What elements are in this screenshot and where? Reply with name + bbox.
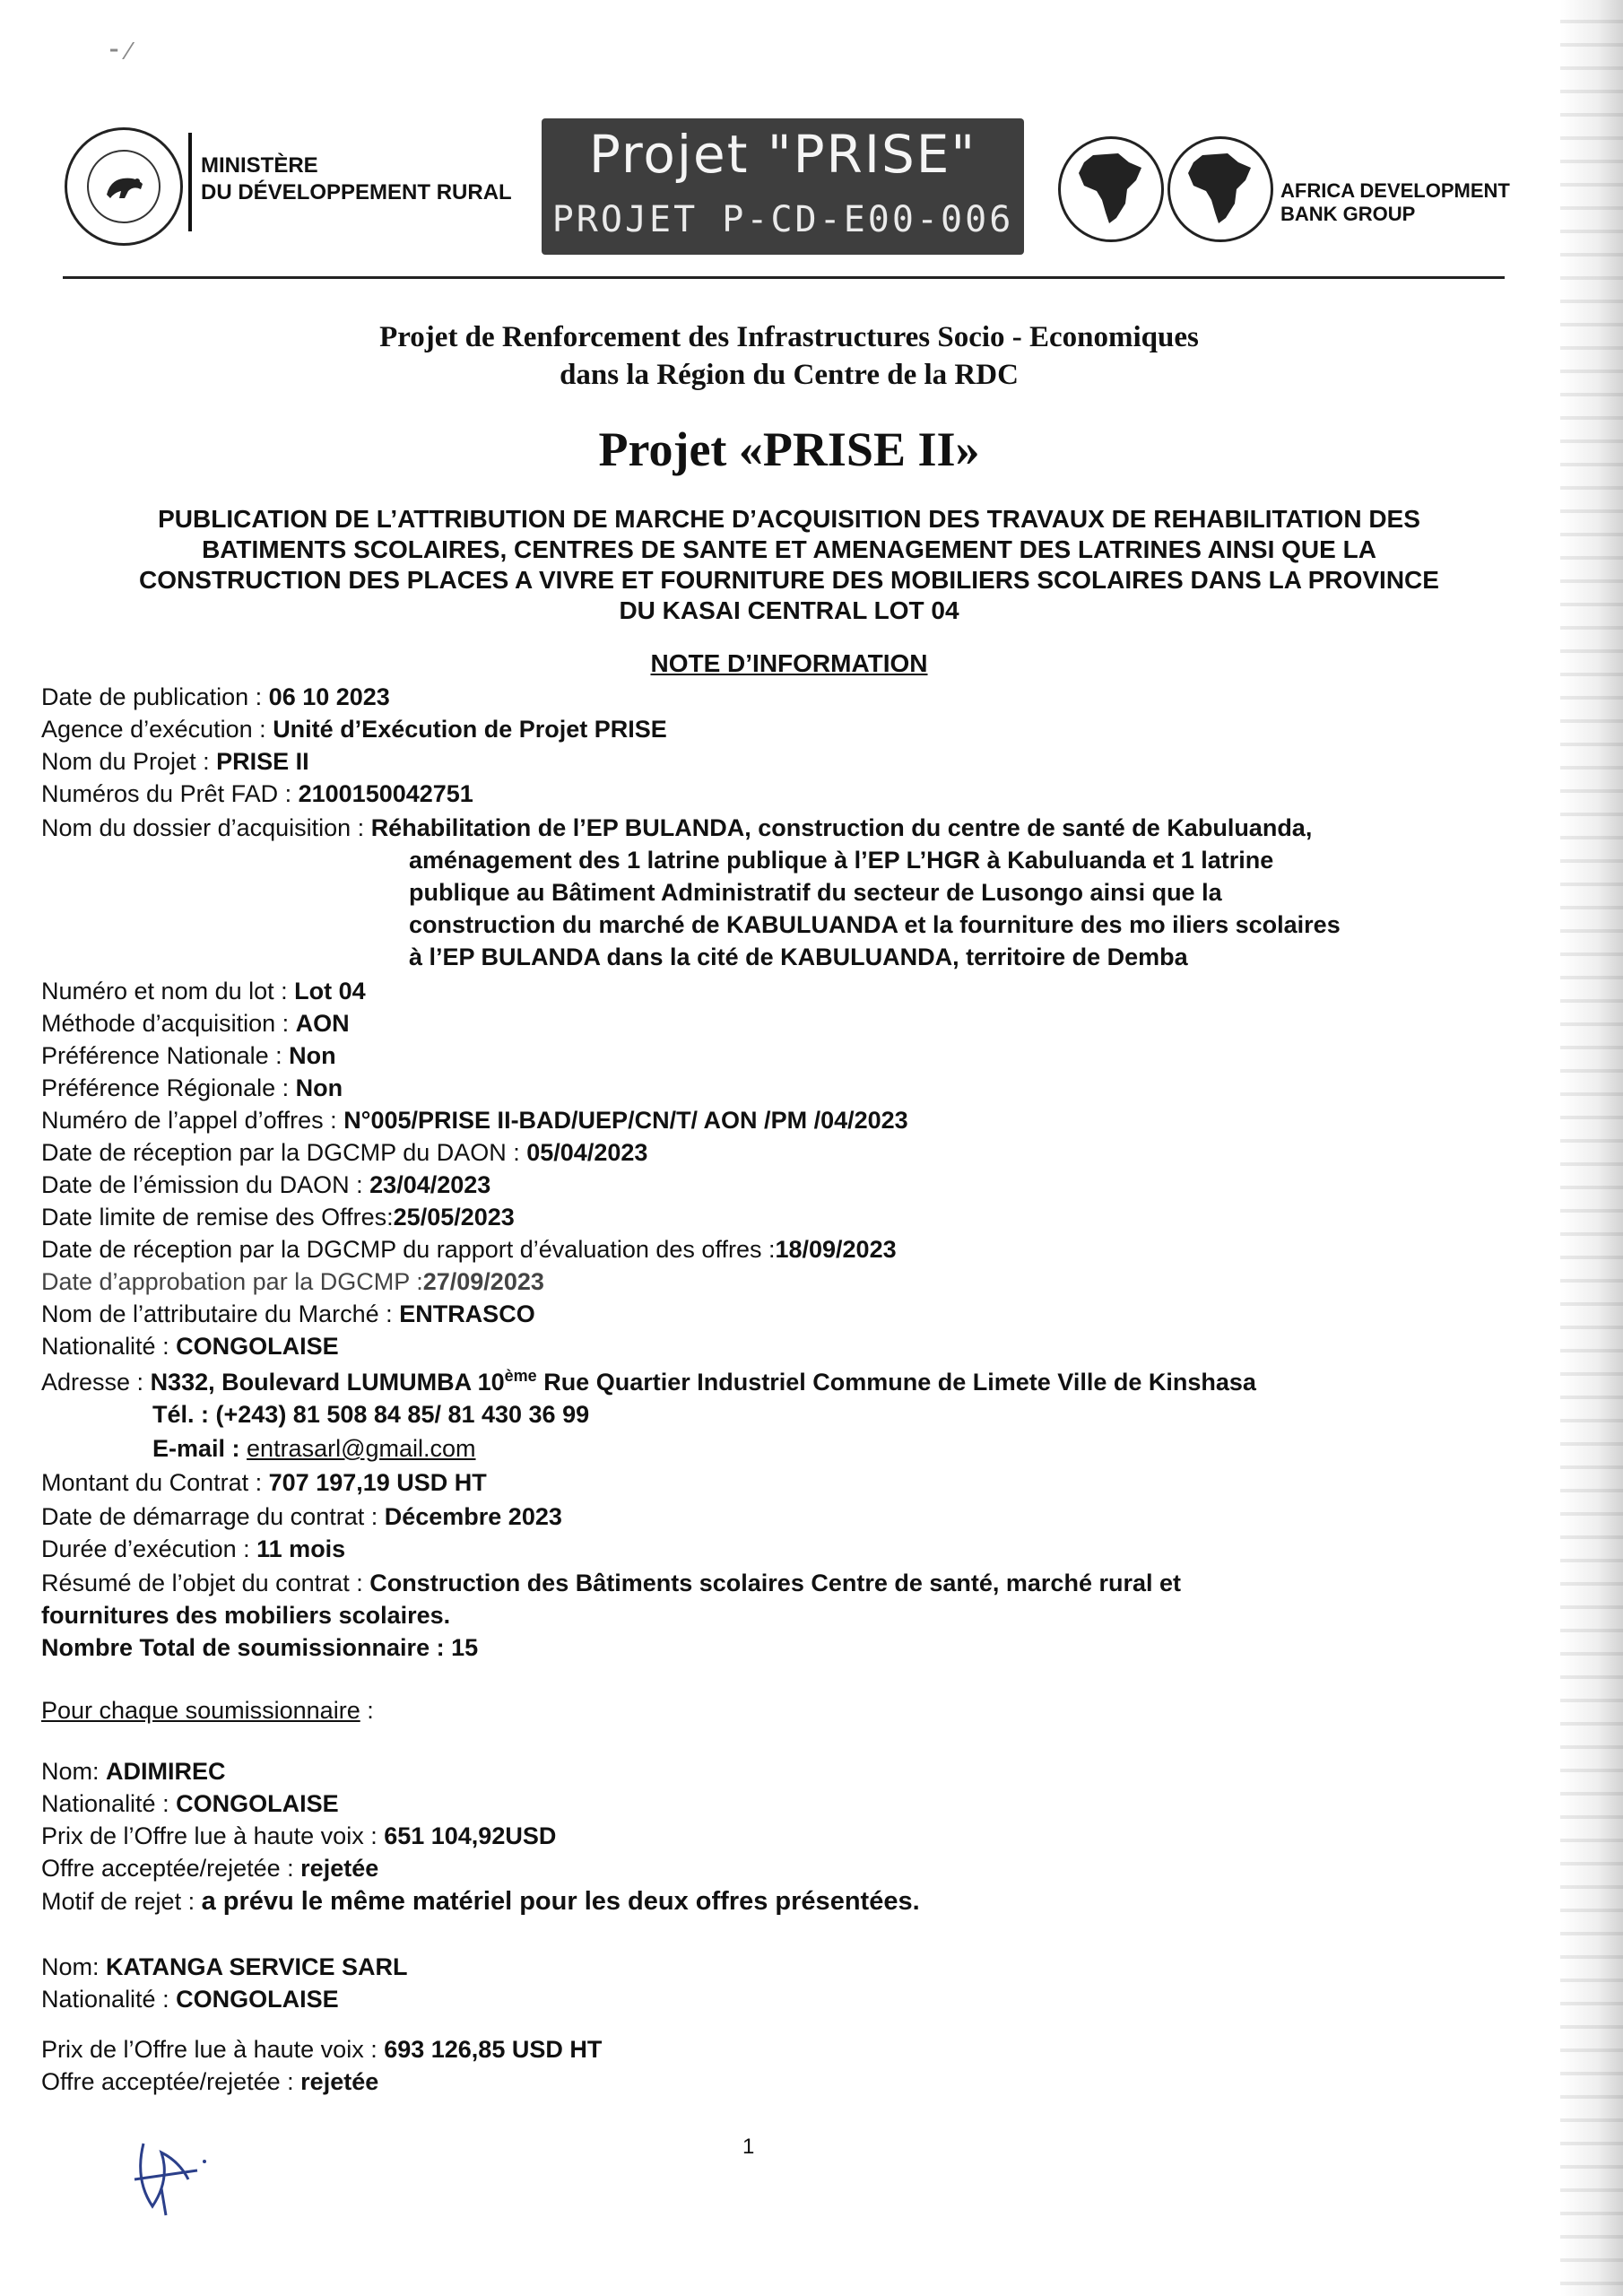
afdb-logo-french (1058, 136, 1164, 242)
header-rule (63, 276, 1505, 279)
field-reception-rapport (41, 1236, 897, 1264)
field-approbation (41, 1268, 544, 1296)
dossier-line: aménagement des 1 latrine publique à l’EP L’HGR à Kabuluanda et 1 latrine (409, 847, 1274, 874)
field-value: N°005/PRISE II-BAD/UEP/CN/T/ AON /PM /04/2023 (343, 1107, 908, 1134)
field-label: Prix de l’Offre lue à haute voix : (41, 2036, 385, 2063)
field-label: Date de réception par la DGCMP du rapport d’évaluation des offres : (41, 1236, 776, 1263)
field-demarrage (41, 1503, 562, 1531)
field-value: 25/05/2023 (393, 1204, 515, 1231)
publication-title (36, 504, 1542, 626)
signature-initials (117, 2126, 215, 2224)
field-label: Date de publication : (41, 683, 269, 710)
publication-line: CONSTRUCTION DES PLACES A VIVRE ET FOURNITURE DES MOBILIERS SCOLAIRES DANS LA PROVINCE (139, 566, 1439, 594)
email-label: E-mail : (152, 1435, 247, 1462)
superscript: ème (504, 1367, 537, 1385)
project-badge-code: PROJET P-CD-E00-006 (551, 199, 1014, 240)
field-label: Résumé de l’objet du contrat : (41, 1570, 370, 1596)
field-attributaire (41, 1300, 535, 1328)
field-label: Prix de l’Offre lue à haute voix : (41, 1822, 385, 1849)
publication-line: DU KASAI CENTRAL LOT 04 (619, 596, 959, 624)
field-date-publication (41, 683, 390, 711)
field-value: Non (295, 1074, 343, 1101)
field-label: Méthode d’acquisition : (41, 1010, 296, 1037)
leopard-icon (101, 168, 148, 205)
bidder-1-name (41, 1758, 226, 1786)
africa-map-icon (1183, 150, 1258, 229)
page-number: 1 (742, 2135, 755, 2159)
afdb-line1: AFRICA DEVELOPMENT (1280, 179, 1510, 202)
field-value: Réhabilitation de l’EP BULANDA, construction du centre de santé de Kabuluanda, (370, 814, 1313, 841)
ministry-line1: MINISTÈRE (201, 153, 318, 178)
field-value: Décembre 2023 (384, 1503, 562, 1530)
bidder-2-price (41, 2036, 602, 2064)
field-value: CONGOLAISE (176, 1986, 339, 2013)
field-nationalite (41, 1333, 339, 1361)
bidder-2-name (41, 1953, 408, 1981)
field-reception-daon (41, 1139, 647, 1167)
publication-line: BATIMENTS SCOLAIRES, CENTRES DE SANTE ET AMENAGEMENT DES LATRINES AINSI QUE LA (202, 535, 1376, 563)
field-value: Unité d’Exécution de Projet PRISE (273, 716, 667, 743)
field-emission-daon (41, 1171, 490, 1199)
field-pref-nationale (41, 1042, 336, 1070)
dossier-line: à l’EP BULANDA dans la cité de KABULUANDA, territoire de Demba (409, 944, 1188, 970)
field-nom-projet (41, 748, 309, 776)
field-label: Nom: (41, 1758, 107, 1785)
main-title: Projet «PRISE II» (598, 422, 980, 476)
field-label: Date d’approbation par la DGCMP : (41, 1268, 423, 1295)
seal-inner-ring (87, 150, 161, 223)
field-value: a prévu le même matériel pour les deux offres présentées. (201, 1887, 920, 1916)
field-value: PRISE II (216, 748, 309, 775)
field-label: Date de démarrage du contrat : (41, 1503, 385, 1530)
resume-line2: fournitures des mobiliers scolaires. (41, 1602, 451, 1629)
dossier-line: publique au Bâtiment Administratif du secteur de Lusongo ainsi que la (409, 879, 1222, 906)
field-label: Préférence Régionale : (41, 1074, 296, 1101)
field-label: Date limite de remise des Offres: (41, 1204, 394, 1231)
africa-map-icon (1073, 150, 1149, 229)
field-value: 2100150042751 (298, 780, 473, 807)
total-soumissionnaires: Nombre Total de soumissionnaire : 15 (41, 1634, 479, 1661)
email-link[interactable]: entrasarl@gmail.com (247, 1435, 476, 1462)
publication-line: PUBLICATION DE L’ATTRIBUTION DE MARCHE D’ACQUISITION DES TRAVAUX DE REHABILITATION DES (158, 505, 1420, 533)
subtitle-line1: Projet de Renforcement des Infrastructures Socio - Economiques (379, 321, 1199, 353)
field-value: Lot 04 (294, 978, 366, 1004)
field-methode (41, 1010, 350, 1038)
field-label: Nationalité : (41, 1790, 177, 1817)
subtitle-line2: dans la Région du Centre de la RDC (560, 359, 1019, 391)
field-label: Durée d’exécution : (41, 1535, 257, 1562)
bidder-1-reason (41, 1887, 920, 1917)
field-label: Nationalité : (41, 1986, 177, 2013)
field-label: Date de l’émission du DAON : (41, 1171, 370, 1198)
bidders-heading (41, 1697, 374, 1725)
field-label: Préférence Nationale : (41, 1042, 290, 1069)
field-label: Offre acceptée/rejetée : (41, 1855, 301, 1882)
field-label: Nom: (41, 1953, 107, 1980)
field-label: Agence d’exécution : (41, 716, 273, 743)
field-label: Date de réception par la DGCMP du DAON : (41, 1139, 527, 1166)
field-label: Nom de l’attributaire du Marché : (41, 1300, 400, 1327)
field-value: 693 126,85 USD HT (384, 2036, 603, 2063)
bidders-heading-colon: : (360, 1697, 374, 1724)
field-label: Offre acceptée/rejetée : (41, 2068, 301, 2095)
afdb-line2: BANK GROUP (1280, 203, 1416, 225)
field-agence (41, 716, 667, 744)
afdb-logo-english (1167, 136, 1273, 242)
field-label: Montant du Contrat : (41, 1469, 269, 1496)
field-value: Construction des Bâtiments scolaires Centre de santé, marché rural et (369, 1570, 1181, 1596)
note-heading: NOTE D’INFORMATION (650, 649, 928, 677)
field-value: rejetée (300, 2068, 379, 2095)
project-badge-title: Projet "PRISE" (588, 124, 977, 185)
field-label: Numéro et nom du lot : (41, 978, 295, 1004)
field-value: Rue Quartier Industriel Commune de Limete Ville de Kinshasa (536, 1369, 1256, 1396)
field-value: 05/04/2023 (526, 1139, 648, 1166)
field-label: Numéros du Prêt FAD : (41, 780, 299, 807)
field-value: 27/09/2023 (422, 1268, 544, 1295)
field-appel-offres (41, 1107, 908, 1135)
field-value: ADIMIREC (106, 1758, 226, 1785)
field-montant (41, 1469, 487, 1497)
field-tel: Tél. : (+243) 81 508 84 85/ 81 430 36 99 (152, 1401, 590, 1428)
field-value: ENTRASCO (399, 1300, 535, 1327)
field-label: Nom du dossier d’acquisition : (41, 814, 371, 841)
field-label: Motif de rejet : (41, 1888, 202, 1915)
field-value: 06 10 2023 (268, 683, 390, 710)
field-pref-regionale (41, 1074, 343, 1102)
bidder-2-status (41, 2068, 378, 2096)
afdb-name (1280, 179, 1510, 226)
field-email (152, 1435, 476, 1463)
field-label: Nationalité : (41, 1333, 177, 1360)
ministry-name (201, 152, 512, 206)
field-duree (41, 1535, 345, 1563)
bidder-1-status (41, 1855, 378, 1883)
header-divider (188, 133, 192, 231)
project-badge (542, 118, 1024, 255)
field-value: 11 mois (256, 1535, 346, 1562)
field-value: 18/09/2023 (775, 1236, 897, 1263)
field-resume (41, 1570, 1181, 1597)
field-value: Non (289, 1042, 336, 1069)
field-label: Adresse : (41, 1369, 151, 1396)
drc-seal-logo (65, 127, 183, 246)
field-adresse (41, 1367, 1256, 1396)
field-value: CONGOLAISE (176, 1790, 339, 1817)
ministry-line2: DU DÉVELOPPEMENT RURAL (201, 180, 512, 204)
field-value: 707 197,19 USD HT (268, 1469, 487, 1496)
field-value: CONGOLAISE (176, 1333, 339, 1360)
bidder-1-price (41, 1822, 556, 1850)
field-value: 651 104,92USD (384, 1822, 557, 1849)
field-dossier (41, 814, 1312, 842)
bidder-1-nationality (41, 1790, 339, 1818)
scan-mark: ⁃ ⁄ (108, 37, 132, 65)
field-lot (41, 978, 366, 1005)
field-value: N332, Boulevard LUMUMBA 10 (150, 1369, 505, 1396)
bidders-heading-text: Pour chaque soumissionnaire (41, 1697, 360, 1724)
dossier-line: construction du marché de KABULUANDA et la fourniture des mo iliers scolaires (409, 911, 1341, 938)
field-value: rejetée (300, 1855, 379, 1882)
field-value: 23/04/2023 (369, 1171, 491, 1198)
field-value: AON (295, 1010, 350, 1037)
field-label: Numéro de l’appel d’offres : (41, 1107, 344, 1134)
field-limite-offres (41, 1204, 515, 1231)
field-value: KATANGA SERVICE SARL (106, 1953, 408, 1980)
field-label: Nom du Projet : (41, 748, 217, 775)
field-numero-pret (41, 780, 473, 808)
bidder-2-nationality (41, 1986, 339, 2013)
